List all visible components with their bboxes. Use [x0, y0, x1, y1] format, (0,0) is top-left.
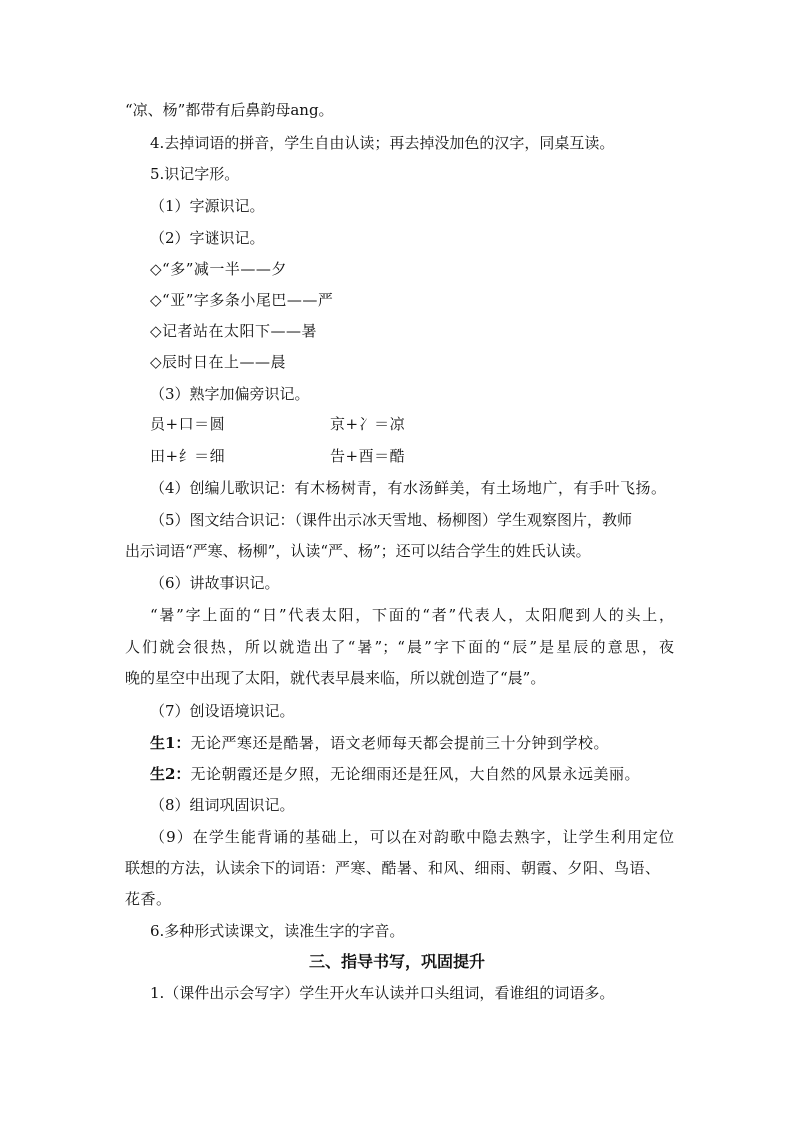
text-line: （8）组词巩固识记。	[150, 796, 295, 814]
formula: 田+纟＝细	[150, 447, 226, 465]
text-line: “凉、杨”都带有后鼻韵母ang。	[125, 101, 334, 119]
text-line	[150, 764, 640, 784]
rhyme-text: 有木杨树青，有水汤鲜美，有土场地广，有手叶飞扬。	[294, 479, 667, 497]
formula: 员+口＝圆	[150, 415, 226, 433]
student-label: 生1：	[150, 734, 191, 752]
text-line: 人们就会很热，所以就造出了“暑”；“晨”字下面的“辰”是星辰的意思，夜	[125, 638, 674, 656]
text-segment: 联想的方法，认读余下的词语：	[125, 859, 336, 877]
text-line: 5.识记字形。	[150, 165, 240, 183]
text-line	[150, 478, 667, 498]
formula: 告+酉＝酷	[330, 447, 406, 465]
riddle-line: ◇“多”减一半——夕	[150, 260, 287, 278]
student-sentence: 无论严寒还是酷暑，语文老师每天都会提前三十分钟到学校。	[190, 734, 609, 752]
text-line: 花香。	[125, 890, 172, 908]
formula: 京+冫＝凉	[330, 415, 406, 433]
text-line: （1）字源识记。	[150, 197, 265, 215]
section-heading: 三、指导书写，巩固提升	[308, 952, 485, 971]
text-line: 4.去掉词语的拼音，学生自由认读；再去掉没加色的汉字，同桌互读。	[150, 134, 615, 152]
text-line: 出示词语“严寒、杨柳”，认读“严、杨”；还可以结合学生的姓氏认读。	[125, 542, 591, 560]
word-list: 严寒、酷暑、和风、细雨、朝霞、夕阳、鸟语、	[335, 859, 661, 877]
text-line: “暑”字上面的“日”代表太阳，下面的“者”代表人，太阳爬到人的头上，	[150, 606, 674, 624]
text-line: 1.（课件出示会写字）学生开火车认读并口头组词，看谁组的词语多。	[150, 984, 615, 1002]
riddle-line: ◇记者站在太阳下——暑	[150, 322, 318, 340]
item-label: （4）创编儿歌识记：	[150, 479, 295, 497]
riddle-line: ◇辰时日在上——晨	[150, 353, 287, 371]
text-line: （7）创设语境识记。	[150, 702, 295, 720]
text-line: 晚的星空中出现了太阳，就代表早晨来临，所以就创造了“晨”。	[125, 669, 546, 687]
text-line: （9）在学生能背诵的基础上，可以在对韵歌中隐去熟字，让学生利用定位	[150, 828, 674, 846]
text-line: 6.多种形式读课文，读准生字的字音。	[150, 922, 405, 940]
student-sentence: 无论朝霞还是夕照，无论细雨还是狂风，大自然的风景永远美丽。	[190, 765, 640, 783]
text-line: （6）讲故事识记。	[150, 574, 280, 592]
text-line: （3）熟字加偏旁识记。	[150, 385, 310, 403]
text-line: （2）字谜识记。	[150, 229, 265, 247]
text-line: （5）图文结合识记：（课件出示冰天雪地、杨柳图）学生观察图片，教师	[150, 511, 633, 529]
text-line	[150, 733, 609, 753]
text-line	[125, 858, 661, 878]
student-label: 生2：	[150, 765, 191, 783]
riddle-line: ◇“亚”字多条小尾巴——严	[150, 291, 334, 309]
